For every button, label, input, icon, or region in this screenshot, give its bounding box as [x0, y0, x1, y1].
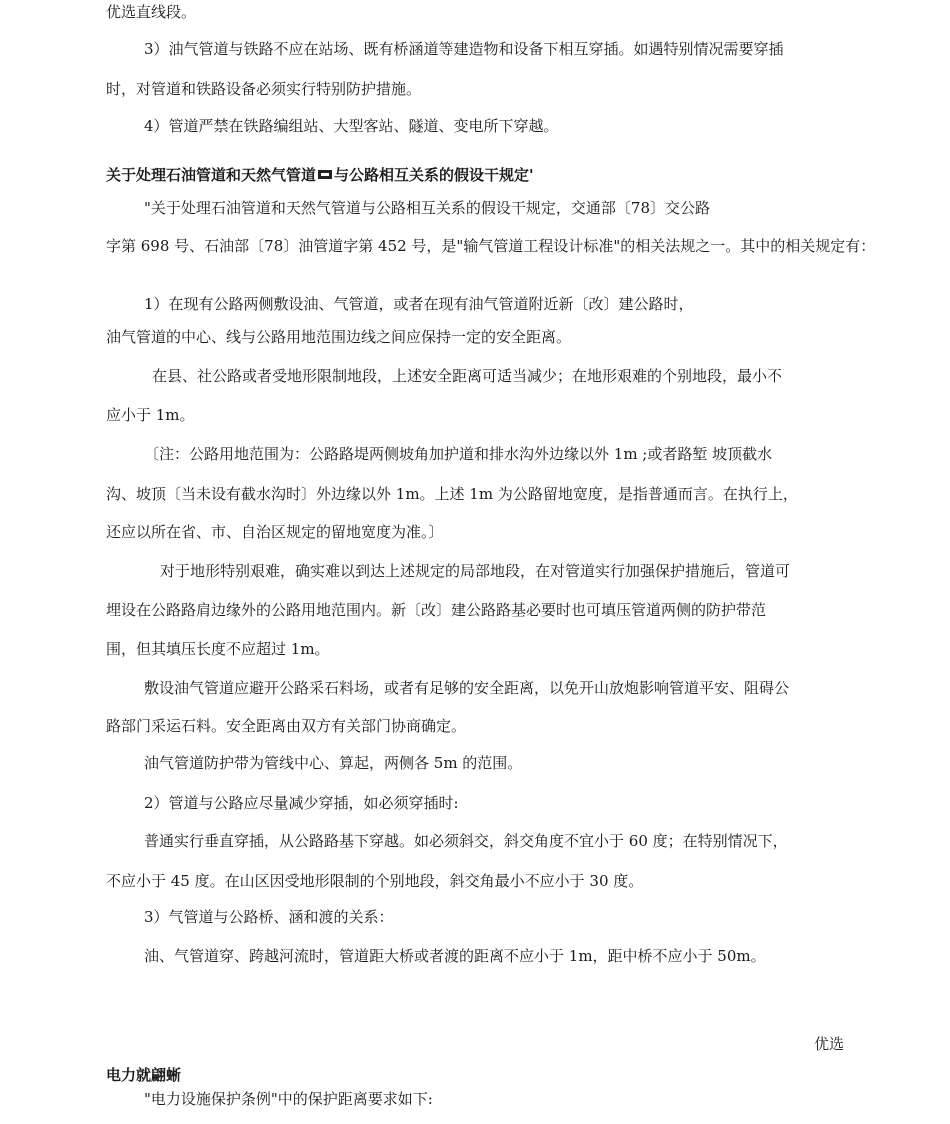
text-line: "电力设施保护条例"中的保护距离要求如下:: [144, 1090, 433, 1108]
text-line: 油、气管道穿、跨越河流时，管道距大桥或者渡的距离不应小于 1m，距中桥不应小于 50m。: [144, 947, 766, 965]
text-line: 4）管道严禁在铁路编组站、大型客站、隧道、变电所下穿越。: [144, 117, 559, 135]
text-line: 〔注：公路用地范围为：公路路堤两侧坡角加护道和排水沟外边缘以外 1m ;或者路堑 坡顶截水: [144, 445, 773, 463]
text-line: 时，对管道和铁路设备必须实行特别防护措施。: [106, 80, 422, 98]
text-line: 油气管道的中心、线与公路用地范围边线之间应保持一定的安全距离。: [106, 328, 572, 346]
text-line: 3）气管道与公路桥、涵和渡的关系：: [144, 908, 394, 926]
page-footer-label: 优选: [814, 1035, 845, 1053]
text-line: 普通实行垂直穿插，从公路路基下穿越。如必须斜交，斜交角度不宜小于 60 度；在特别情况下，: [144, 832, 788, 850]
text-line: 油气管道防护带为管线中心、算起，两侧各 5m 的范围。: [144, 754, 523, 772]
text-line: 2）管道与公路应尽量减少穿插，如必须穿插时:: [144, 794, 459, 812]
text-line: 围，但其填压长度不应超过 1m。: [106, 640, 330, 658]
text-line: 沟、坡顶〔当未设有截水沟时〕外边缘以外 1m。上述 1m 为公路留地宽度，是指普通而言。在执行上，: [106, 485, 798, 503]
text-line: 埋设在公路路肩边缘外的公路用地范围内。新〔改〕建公路路基必要时也可填压管道两侧的防护带范: [106, 601, 767, 619]
section-heading-power: 电力就翩蜥: [106, 1066, 182, 1084]
text-line: 对于地形特别艰难，确实难以到达上述规定的局部地段，在对管道实行加强保护措施后，管道可: [160, 562, 791, 580]
text-line: 优选直线段。: [106, 3, 197, 21]
text-line: 不应小于 45 度。在山区因受地形限制的个别地段，斜交角最小不应小于 30 度。: [106, 872, 644, 890]
text-line: 路部门采运石料。安全距离由双方有关部门协商确定。: [106, 717, 467, 735]
heading-part: 与公路相互关系的假设干规定': [334, 166, 534, 184]
text-line: 1）在现有公路两侧敷设油、气管道，或者在现有油气管道附近新〔改〕建公路时，: [144, 295, 694, 313]
text-line: 还应以所在省、市、自治区规定的留地宽度为准。〕: [106, 523, 444, 541]
text-paragraph: 字第 698 号、石油部〔78〕油管道字第 452 号，是"输气管道工程设计标准"的相关法规之一。其中的相关规定有：: [106, 237, 876, 255]
garbled-glyph-icon: [318, 170, 332, 179]
section-heading-highway: [106, 165, 534, 185]
text-line: 应小于 1m。: [106, 406, 195, 424]
text-line: 敷设油气管道应避开公路采石料场，或者有足够的安全距离，以免开山放炮影响管道平安、阻碍公: [144, 679, 790, 697]
text-line: "关于处理石油管道和天然气管道与公路相互关系的假设干规定，交通部〔78〕交公路: [144, 199, 710, 217]
text-line: 在县、社公路或者受地形限制地段，上述安全距离可适当减少；在地形艰难的个别地段，最小不: [152, 367, 783, 385]
text-line: 3）油气管道与铁路不应在站场、既有桥涵道等建造物和设备下相互穿插。如遇特别情况需要穿插: [144, 40, 784, 58]
heading-part: 关于处理石油管道和天然气管道: [106, 166, 317, 184]
